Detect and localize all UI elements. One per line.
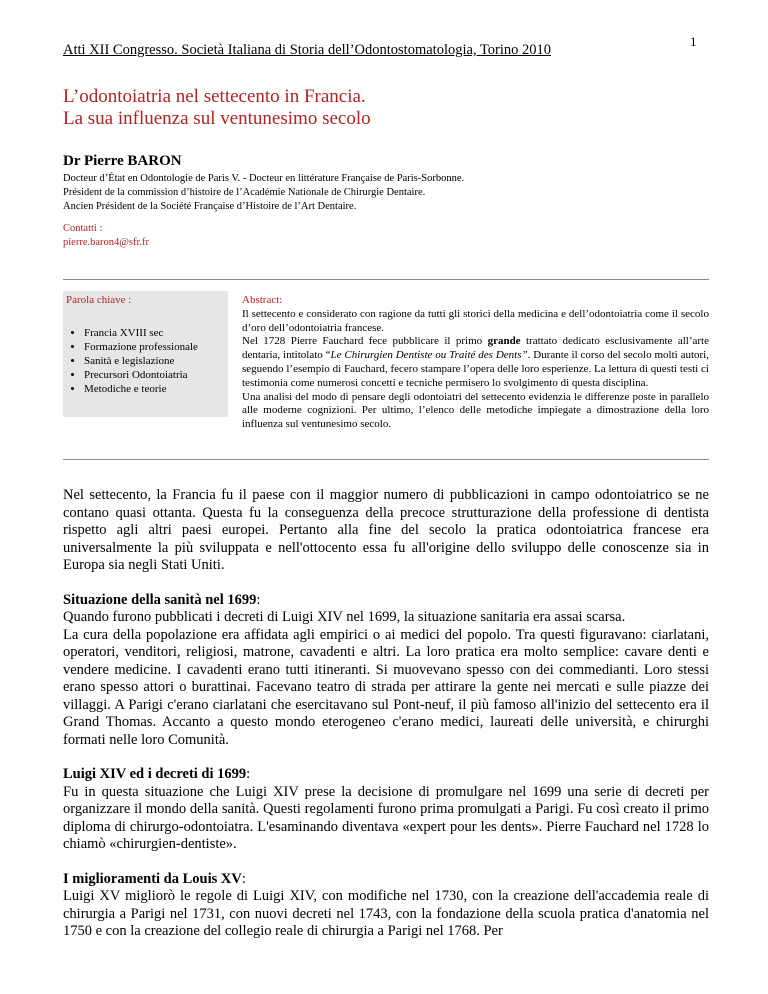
title-line-1: L’odontoiatria nel settecento in Francia. [63, 86, 366, 107]
keywords-list [63, 326, 228, 396]
abstract-emphasis: grande [487, 335, 521, 348]
abstract-text: Nel 1728 Pierre Fauchard fece pubblicare il primo [242, 335, 488, 348]
body-paragraph: La cura della popolazione era affidata agli empirici o ai medici del popolo. Tra questi figuravano: ciarlatani, operatori, venditori, religiosi, matrone, cavadenti e altri. La loro pratica era molto semplice: cavare denti e vendere medicine. I cavadenti erano tutti itineranti. Si muovevano spesso con dei commedianti. Loro stessi erano spesso attori o burattinai. Facevano teatro di strada per attirare la gente nei mercati e sulle piazze dei villaggi. A Parigi c'erano ciarlatani che esercitavano sul Pont-neuf, il più famoso all'inizio del settecento era il Grand Thomas. Accanto a questo mondo eterogeneo c'erano medici, laureati delle università, e chirurghi formati nelle loro Comunità. [63, 626, 709, 748]
keyword-item: • Francia XVIII sec [84, 326, 228, 340]
abstract-paragraph-2 [242, 335, 709, 390]
main-body [63, 487, 709, 941]
affiliation-line: Ancien Président de la Société Française d’Histoire de l’Art Dentaire. [63, 201, 357, 212]
page-number: 1 [690, 34, 697, 49]
affiliation-line: Président de la commission d’histoire de l’Académie Nationale de Chirurgie Dentaire. [63, 187, 426, 198]
abstract-paragraph-3: Una analisi del modo di pensare degli odontoiatri del settecento evidenzia le differenze poste in parallelo alle moderne cognizioni. Per ultimo, l’elenco delle metodiche impiegate a dimostrazione della loro influenza sul ventunesimo secolo. [242, 390, 709, 431]
keyword-item: • Precursori Odontoiatria [84, 368, 228, 382]
bottom-divider [63, 459, 709, 460]
keyword-item: • Metodiche e teorie [84, 382, 228, 396]
abstract-text: . Durante il corso del secolo molti autori, seguendo l’esempio di Fauchard, fecero stampare l’opera delle loro esperienze. La lettura di questi testi ci testimonia come numerosi concetti e tecniche permisero lo svolgimento di questa disciplina. [242, 349, 709, 389]
title-line-2: La sua influenza sul ventunesimo secolo [63, 108, 371, 129]
section-heading: I miglioramenti da Louis XV [63, 870, 242, 887]
top-divider [63, 279, 709, 280]
running-header: Atti XII Congresso. Società Italiana di Storia dell’Odontostomatologia, Torino 2010 [63, 42, 552, 58]
contact-label: Contatti : [63, 223, 103, 234]
body-paragraph: Luigi XV migliorò le regole di Luigi XIV, con modifiche nel 1730, con la creazione dell'accademia reale di chirurgia a Parigi nel 1731, con nuovi decreti nel 1743, con la fondazione della scuola pratica d'anatomia nel 1750 e con la creazione del collegio reale di chirurgia a Parigi nel 1768. Per [63, 888, 709, 939]
book-title: Le Chirurgien Dentiste ou Traité des Dents” [330, 349, 528, 362]
body-paragraph: Fu in questa situazione che Luigi XIV prese la decisione di promulgare nel 1699 una serie di decreti per organizzare il mondo della sanità. Questi regolamenti furono prima promulgati a Parigi. Fu così creato il primo diploma di chirurgo-odontoiatra. L'esaminando diventava «expert pour les dents». Pierre Fauchard nel 1728 lo chiamò «chirurgien-dentiste». [63, 783, 709, 852]
keywords-label: Parola chiave : [66, 294, 132, 306]
section-heading: Situazione della sanità nel 1699 [63, 591, 257, 608]
contact-block [63, 222, 149, 250]
body-paragraph: Quando furono pubblicati i decreti di Luigi XIV nel 1699, la situazione sanitaria era assai scarsa. [63, 609, 626, 625]
abstract-paragraph-1: Il settecento e considerato con ragione da tutti gli storici della medicina e dell’odontoiatria come il secolo d’oro dell’odontoiatria francese. [242, 307, 709, 334]
keyword-item: • Sanità e legislazione [84, 354, 228, 368]
keyword-item: • Formazione professionale [84, 340, 228, 354]
author-name: Dr Pierre BARON [63, 153, 182, 169]
section-sanita-1699: Situazione della sanità nel 1699: Quando furono pubblicati i decreti di Luigi XIV nel 1699, la situazione sanitaria era assai scarsa. La cura della popolazione era affidata agli empirici o ai medici del popolo. Tra questi figuravano: ciarlatani, operatori, venditori, religiosi, matrone, cavadenti e altri. La loro pratica era molto semplice: cavare denti e vendere medicine. I cavadenti erano tutti itineranti. Si muovevano spesso con dei commedianti. Loro stessi erano spesso attori o burattinai. Facevano teatro di strada per attirare la gente nei mercati e sulle piazze dei villaggi. A Parigi c'erano ciarlatani che esercitavano sul Pont-neuf, il più famoso all'inizio del settecento era il Grand Thomas. Accanto a questo mondo eterogeneo c'erano medici, laureati delle università, e chirurghi formati nelle loro Comunità. [63, 591, 709, 748]
paper-title [63, 86, 371, 130]
abstract-text: trattato dedicato esclusivamente all’arte dentaria, intitolato “ [242, 335, 709, 362]
author-affiliations [63, 172, 464, 214]
email-link[interactable]: pierre.baron4@sfr.fr [63, 237, 150, 248]
affiliation-line: Docteur d’État en Odontologie de Paris V. - Docteur en littérature Française de Paris-Sorbonne. [63, 173, 465, 184]
keywords-box [63, 291, 228, 417]
abstract-label: Abstract: [242, 294, 283, 306]
intro-paragraph: Nel settecento, la Francia fu il paese con il maggior numero di pubblicazioni in campo odontoiatrico se ne contano quasi ottanta. Questa fu la conseguenza della precoce strutturazione della professione di dentista rispetto agli altri paesi europei. Pertanto alla fine del secolo la pratica odontoiatrica francese era universalmente la più sviluppata e nell'ottocento essa fu all'origine dello sviluppo delle conoscenze sia in Europa sia negli Stati Uniti. [63, 487, 709, 573]
section-luigi-xiv: Luigi XIV ed i decreti di 1699: Fu in questa situazione che Luigi XIV prese la decisione di promulgare nel 1699 una serie di decreti per organizzare il mondo della sanità. Questi regolamenti furono prima promulgati a Parigi. Fu così creato il primo diploma di chirurgo-odontoiatra. L'esaminando diventava «expert pour les dents». Pierre Fauchard nel 1728 lo chiamò «chirurgien-dentiste». [63, 766, 709, 852]
section-louis-xv: I miglioramenti da Louis XV: Luigi XV migliorò le regole di Luigi XIV, con modifiche nel 1730, con la creazione dell'accademia reale di chirurgia a Parigi nel 1731, con nuovi decreti nel 1743, con la fondazione della scuola pratica d'anatomia nel 1750 e con la creazione del collegio reale di chirurgia a Parigi nel 1768. Per [63, 870, 709, 939]
abstract-block [242, 294, 709, 432]
section-heading: Luigi XIV ed i decreti di 1699 [63, 766, 247, 782]
